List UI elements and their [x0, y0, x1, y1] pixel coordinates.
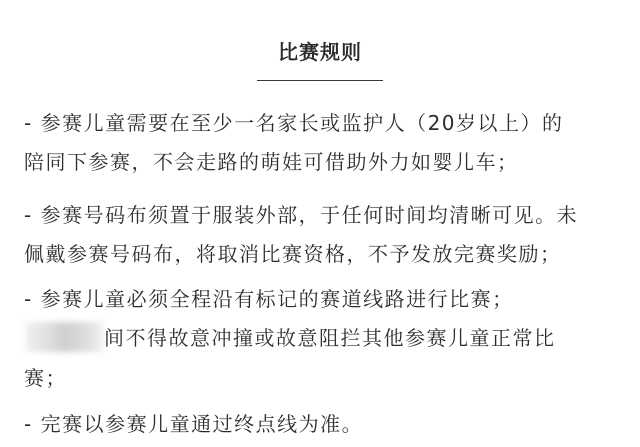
title-underline	[257, 80, 383, 81]
rule-line-5: - 参赛儿童必须全程沿有标记的赛道线路进行比赛；	[24, 287, 514, 311]
document-title: 比赛规则	[278, 40, 362, 64]
rule-line-4: 佩戴参赛号码布，将取消比赛资格，不予发放完赛奖励；	[24, 242, 562, 266]
rule-line-2: 陪同下参赛，不会走路的萌娃可借助外力如婴儿车；	[24, 150, 519, 174]
rule-line-3: - 参赛号码布须置于服装外部，于任何时间均清晰可见。未	[24, 203, 579, 227]
rule-line-6: 间不得故意冲撞或故意阻拦其他参赛儿童正常比	[104, 326, 556, 350]
rule-line-1: - 参赛儿童需要在至少一名家长或监护人（20岁以上）的	[24, 111, 564, 135]
blurred-text-region	[26, 322, 104, 352]
rule-line-8: - 完赛以参赛儿童通过终点线为准。	[24, 412, 364, 436]
rule-line-7: 赛；	[24, 366, 67, 390]
